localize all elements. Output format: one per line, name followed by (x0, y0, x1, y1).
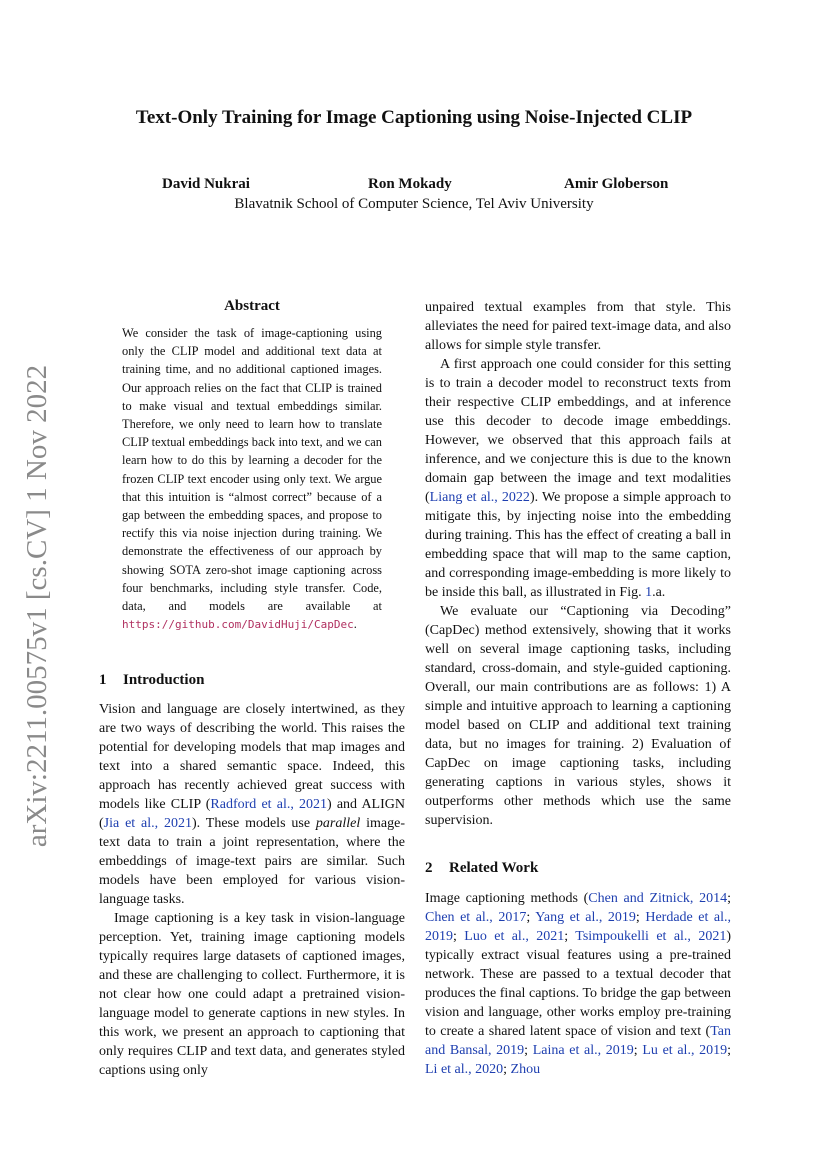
citation-link[interactable]: Radford et al., 2021 (210, 797, 328, 812)
citation-link[interactable]: Tan and Bansal, 2019 (425, 1024, 731, 1058)
text-run: image-text data to train a joint representation, where the embeddings of image-text pairs are similar. Such models have been employed for various vision-language tasks. (99, 816, 405, 907)
arxiv-watermark (17, 364, 57, 847)
section-title: Introduction (123, 672, 205, 688)
text-run: ) typically extract visual features using a pre-trained network. These are passed to a textual decoder that produces the final captions. To bridge the gap between vision and language, other works employ pre-training to create a shared latent space of vision and text ( (425, 929, 731, 1039)
text-run: Vision and language are closely intertwined, as they are two ways of describing the world. This raises the potential for developing models that map images and text into a shared semantic space. Indeed, this approach has recently achieved great success with models like CLIP ( (99, 702, 405, 812)
text-run: ) and ALIGN ( (99, 797, 405, 831)
citation-link[interactable]: Luo et al., 2021 (464, 929, 565, 944)
separator: ; (635, 910, 646, 925)
arxiv-identifier: arXiv:2211.00575v1 [cs.CV] 1 Nov 2022 (21, 364, 53, 847)
text-run: ). These models use (192, 816, 316, 831)
abstract-end: . (353, 617, 357, 632)
separator: ; (453, 929, 465, 944)
section-heading-introduction (99, 670, 405, 690)
emphasis: parallel (315, 816, 361, 831)
citation-link[interactable]: Lu et al., 2019 (642, 1043, 728, 1058)
citation-link[interactable]: Zhou (510, 1062, 541, 1077)
separator: ; (633, 1043, 643, 1058)
citation-link[interactable]: Tsimpoukelli et al., 2021 (575, 929, 727, 944)
introduction-body (99, 700, 405, 1080)
author-affiliation: Blavatnik School of Computer Science, Tel Aviv University (234, 196, 594, 212)
citation-link[interactable]: Jia et al., 2021 (103, 816, 193, 831)
paragraph (99, 700, 405, 909)
separator: ; (727, 1043, 732, 1058)
separator: ; (524, 1043, 533, 1058)
citation-link[interactable]: Chen and Zitnick, 2014 (588, 891, 728, 906)
section-number: 1 (99, 672, 107, 688)
abstract-body: We consider the task of image-captioning using only the CLIP model and additional text data at training time, and no additional captioned images. Our approach relies on the fact that CLIP is trained to make visual and textual embeddings similar. Therefore, we only need to learn how to translate CLIP textual embeddings back into text, and we can learn how to do this by learning a decoder for the frozen CLIP text encoder using only text. We argue that this intuition is “almost correct” because of a gap between the embedding spaces, and propose to rectify this via noise injection during training. We demonstrate the effectiveness of our approach by showing SOTA zero-shot image captioning across four benchmarks, including style transfer. Code, data, and models are available at (122, 326, 382, 614)
separator: ; (727, 891, 731, 906)
author-name: David Nukrai (162, 176, 250, 192)
code-link[interactable]: https://github.com/DavidHuji/CapDec (122, 618, 354, 632)
citation-link[interactable]: Laina et al., 2019 (532, 1043, 634, 1058)
citation-link[interactable]: Liang et al., 2022 (429, 490, 530, 505)
related-work-body (425, 889, 731, 1079)
citation-link[interactable]: Chen et al., 2017 (425, 910, 527, 925)
introduction-continued (425, 298, 731, 830)
section-title: Related Work (449, 860, 539, 876)
abstract-text (122, 324, 382, 634)
text-run: ). We propose a simple approach to mitigate this, by injecting noise into the embedding during training. This has the effect of creating a ball in embedding space that will map to the same caption, and corresponding image-embedding is more likely to be inside this ball, as illustrated in Fig. (425, 490, 731, 600)
abstract-heading: Abstract (224, 298, 280, 314)
paper-title: Text-Only Training for Image Captioning using Noise-Injected CLIP (135, 107, 693, 128)
text-run: Image captioning methods ( (425, 891, 589, 906)
separator: ; (526, 910, 536, 925)
paragraph: unpaired textual examples from that style. This alleviates the need for paired text-image data, and also allows for simple style transfer. (425, 300, 731, 353)
paragraph (425, 355, 731, 602)
citation-link[interactable]: Herdade et al., 2019 (425, 910, 732, 944)
paragraph: Image captioning is a key task in vision-language perception. Yet, training image captioning models typically requires large datasets of captioned images, and these are challenging to collect. Furthermore, it is not clear how one could adapt a pretrained vision-language model to generate captions in new styles. In this work, we present an approach to captioning that only requires CLIP and text data, and generates styled captions using only (99, 911, 405, 1078)
section-heading-related-work (425, 858, 731, 878)
paragraph: We evaluate our “Captioning via Decoding” (CapDec) method extensively, showing that it works well on several image captioning tasks, including standard, cross-domain, and style-guided captioning. Overall, our main contributions are as follows: 1) A simple and intuitive approach to learning a captioning model based on CLIP and additional text training data, but no images for training. 2) Evaluation of CapDec on image captioning tasks, including generating captions in various styles, shows it outperforms other methods which use the same supervision. (425, 604, 731, 828)
author-name: Ron Mokady (368, 176, 452, 192)
citation-link[interactable]: Li et al., 2020 (425, 1062, 504, 1077)
text-run: A first approach one could consider for this setting is to train a decoder model to reconstruct texts from their respective CLIP embeddings, and at inference use this decoder to decode image embeddings. However, we observed that this approach fails at inference, and we conjecture this is due to the known domain gap between the image and text modalities ( (425, 357, 731, 505)
separator: ; (564, 929, 576, 944)
section-number: 2 (425, 860, 433, 876)
author-name: Amir Globerson (564, 176, 669, 192)
text-run: .a. (652, 585, 666, 600)
citation-link[interactable]: Yang et al., 2019 (535, 910, 636, 925)
paragraph (425, 889, 731, 1079)
figure-reference-link[interactable]: 1 (645, 585, 653, 600)
separator: ; (503, 1062, 511, 1077)
